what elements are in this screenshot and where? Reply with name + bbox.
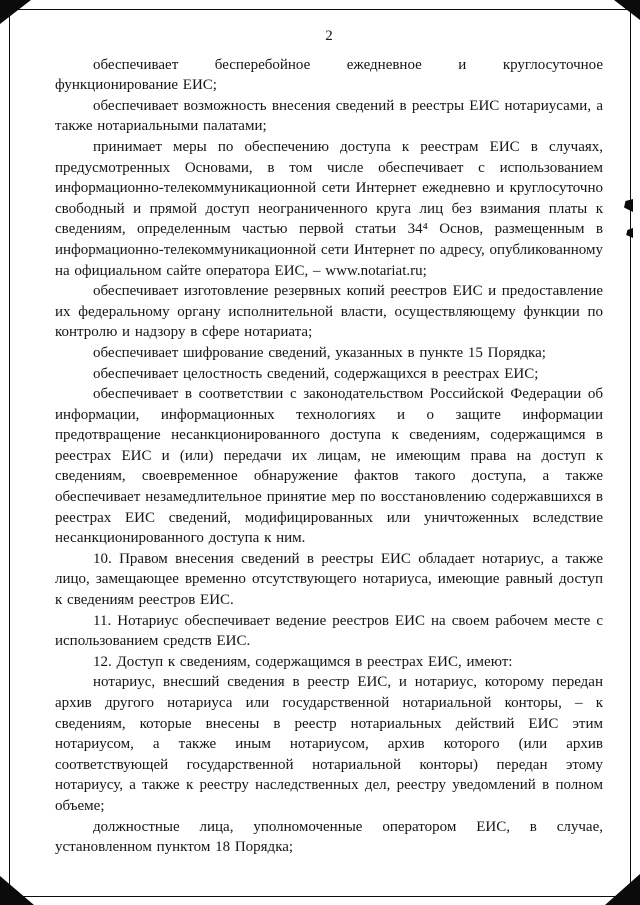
paragraph: 11. Нотариус обеспечивает ведение реестров ЕИС на своем рабочем месте с использованием средств ЕИС. bbox=[55, 612, 603, 650]
scan-artifact-corner-top-left bbox=[0, 0, 31, 24]
scan-artifact-corner-bottom-left bbox=[0, 876, 34, 905]
scan-artifact-right-edge bbox=[623, 199, 633, 212]
paragraph: нотариус, внесший сведения в реестр ЕИС, и нотариус, которому передан архив другого нотариуса или государственной нотариальной конторы, – к сведениям, которые внесены в реестр нотариальных действий ЕИС этим нотариусом, а также иным нотариусом, архив которого (или архив соответствующей государственной нотариальной конторы) передан этому нотариусу, а также к реестру наследственных дел, реестру уведомлений в полном объеме; bbox=[55, 674, 603, 814]
paragraph: 12. Доступ к сведениям, содержащимся в реестрах ЕИС, имеют: bbox=[93, 653, 513, 670]
scan-artifact-corner-top-right bbox=[614, 0, 640, 20]
paragraph: должностные лица, уполномоченные оператором ЕИС, в случае, установленном пунктом 18 Порядка; bbox=[55, 818, 603, 856]
paragraph: принимает меры по обеспечению доступа к реестрам ЕИС в случаях, предусмотренных Основами, в том числе обеспечивает с использованием информационно-телекоммуникационной сети Интернет ежедневно и круглосуточно свободный и прямой доступ неограниченного круга лиц без взимания платы к сведениям, определенным частью первой статьи 34⁴ Основ, размещенным в информационно-телекоммуникационной сети Интернет по адресу, опубликованному на официальном сайте оператора ЕИС, – www.notariat.ru; bbox=[55, 138, 603, 279]
paragraph: обеспечивает шифрование сведений, указанных в пункте 15 Порядка; bbox=[93, 344, 546, 361]
page-number: 2 bbox=[325, 28, 333, 44]
page-content bbox=[55, 26, 603, 858]
paragraph: обеспечивает возможность внесения сведений в реестры ЕИС нотариусами, а также нотариальными палатами; bbox=[55, 97, 603, 135]
paragraph: обеспечивает изготовление резервных копий реестров ЕИС и предоставление их федеральному органу исполнительной власти, осуществляющему функции по контролю и надзору в сфере нотариата; bbox=[55, 283, 603, 341]
paragraph: 10. Правом внесения сведений в реестры ЕИС обладает нотариус, а также лицо, замещающее временно отсутствующего нотариуса, имеющие равный доступ к сведениям реестров ЕИС. bbox=[55, 550, 603, 609]
scan-artifact-corner-bottom-right bbox=[605, 874, 640, 905]
paragraph: обеспечивает целостность сведений, содержащихся в реестрах ЕИС; bbox=[93, 365, 539, 382]
paragraph: обеспечивает в соответствии с законодательством Российской Федерации об информации, информационных технологиях и о защите информации предотвращение несанкционированного доступа к сведениям, содержащимся в реестрах ЕИС и (или) передачи их лицам, не имеющим права на доступ к сведениям, своевременное обнаружение фактов такого доступа, а также обеспечивает незамедлительное принятие мер по восстановлению содержавшихся в реестрах ЕИС сведений, модифицированных или уничтоженных вследствие несанкционированного доступа к ним. bbox=[55, 386, 603, 547]
paragraph: обеспечивает бесперебойное ежедневное и круглосуточное функционирование ЕИС; bbox=[55, 56, 603, 94]
scan-artifact-right-edge bbox=[625, 228, 633, 238]
